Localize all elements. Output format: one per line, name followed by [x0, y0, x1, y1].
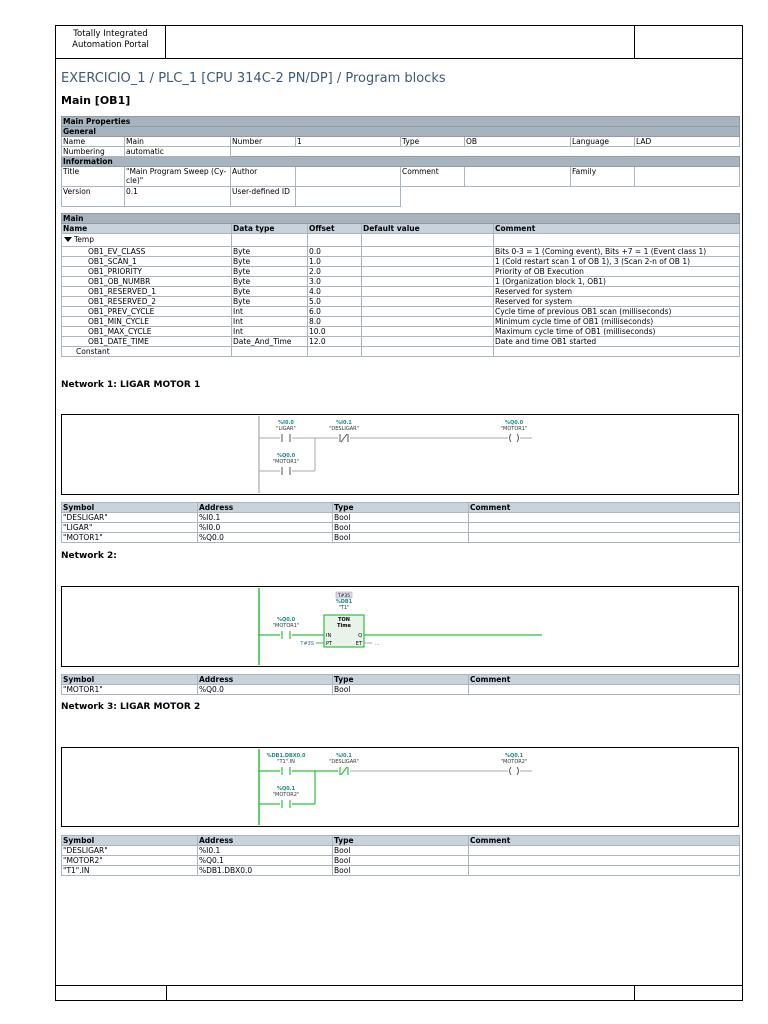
coil-motor1[interactable] [501, 420, 528, 442]
prop-label: Language [571, 137, 635, 147]
prop-value: LAD [635, 137, 740, 147]
network-1-symbols [61, 502, 740, 543]
var-offset: 12.0 [308, 337, 362, 347]
pin-in: IN [326, 633, 332, 639]
pin-et: ET [355, 641, 362, 647]
interface-row [62, 267, 740, 277]
var-default [362, 277, 494, 287]
var-default [362, 257, 494, 267]
network-2-title: Network 2: [61, 551, 117, 561]
prop-label: Comment [401, 167, 465, 187]
var-default [362, 327, 494, 337]
var-type: Byte [232, 297, 308, 307]
var-name: OB1_RESERVED_1 [62, 287, 232, 297]
prop-value [465, 167, 571, 187]
var-type: Int [232, 317, 308, 327]
symbol-name: "DESLIGAR" [62, 846, 198, 856]
prop-label: Number [231, 137, 296, 147]
contact-symbol: "DESLIGAR" [329, 759, 359, 765]
interface-row [62, 247, 740, 257]
contact-address: %I0.1 [336, 753, 352, 759]
interface-row [62, 287, 740, 297]
column-header: Symbol [62, 675, 198, 685]
symbol-address: %I0.1 [198, 846, 333, 856]
pin-q: Q [358, 633, 362, 639]
var-comment: Cycle time of previous OB1 scan (milliseconds) [494, 307, 740, 317]
var-type: Int [232, 327, 308, 337]
prop-label: Family [571, 167, 635, 187]
interface-table [61, 213, 740, 357]
prop-label: Title [62, 167, 125, 187]
var-comment: Maximum cycle time of OB1 (milliseconds) [494, 327, 740, 337]
properties-table [61, 116, 740, 207]
column-header: Type [333, 836, 469, 846]
network-3-symbols [61, 835, 740, 876]
contact-address: %I0.0 [278, 420, 294, 426]
prop-label: Type [401, 137, 465, 147]
var-type: Byte [232, 257, 308, 267]
pin-pt: PT [326, 641, 333, 647]
contact-t1-in[interactable] [266, 753, 306, 775]
column-header: Comment [469, 675, 740, 685]
column-header: Symbol [62, 836, 198, 846]
symbol-comment [469, 533, 740, 543]
column-header: Comment [469, 503, 740, 513]
interface-row [62, 277, 740, 287]
timer-instance-type: T#35 [337, 594, 351, 599]
var-name: OB1_SCAN_1 [62, 257, 232, 267]
page-title: EXERCICIO_1 / PLC_1 [CPU 314C-2 PN/DP] / Program blocks [61, 71, 446, 86]
coil-address: %Q0.0 [504, 420, 524, 426]
interface-row [62, 337, 740, 347]
var-offset: 10.0 [308, 327, 362, 337]
column-header: Address [198, 503, 333, 513]
network-3-diagram [61, 747, 739, 827]
var-comment: Priority of OB Execution [494, 267, 740, 277]
column-header: Comment [469, 836, 740, 846]
var-default [362, 317, 494, 327]
contact-desligar[interactable] [329, 753, 359, 775]
network-2-symbols [61, 674, 740, 695]
symbol-row [62, 856, 740, 866]
symbol-address: %DB1.DBX0.0 [198, 866, 333, 876]
var-offset: 6.0 [308, 307, 362, 317]
var-offset: 5.0 [308, 297, 362, 307]
section-main-properties: Main Properties [62, 117, 740, 127]
column-header: Symbol [62, 503, 198, 513]
symbol-row [62, 533, 740, 543]
contact-symbol: "MOTOR1" [272, 623, 300, 629]
symbol-comment [469, 856, 740, 866]
var-default [362, 247, 494, 257]
symbol-type: Bool [333, 856, 469, 866]
contact-motor1[interactable] [273, 617, 300, 639]
prop-label: User-defined ID [231, 187, 296, 207]
temp-label: Temp [74, 235, 94, 244]
prop-label: Name [62, 137, 125, 147]
prop-value: "Main Program Sweep (Cy-cle)" [125, 167, 231, 187]
var-name: OB1_EV_CLASS [62, 247, 232, 257]
section-information: Information [62, 157, 740, 167]
column-header: Data type [232, 224, 308, 234]
var-name: OB1_OB_NUMBR [62, 277, 232, 287]
column-header: Address [198, 836, 333, 846]
network-1-diagram [61, 414, 739, 495]
var-default [362, 297, 494, 307]
column-header: Default value [362, 224, 494, 234]
timer-instance-symbol: "T1" [338, 605, 350, 611]
contact-desligar[interactable] [329, 420, 359, 442]
var-comment: Date and time OB1 started [494, 337, 740, 347]
var-default [362, 307, 494, 317]
contact-address: %Q0.1 [276, 786, 296, 792]
var-comment: Reserved for system [494, 287, 740, 297]
ton-timer-block[interactable] [299, 592, 380, 647]
network-1-title: Network 1: LIGAR MOTOR 1 [61, 380, 201, 390]
symbol-comment [469, 513, 740, 523]
temp-section-row[interactable] [62, 234, 232, 247]
symbol-address: %Q0.1 [198, 856, 333, 866]
symbol-comment [469, 523, 740, 533]
coil-address: %Q0.1 [504, 753, 524, 759]
symbol-row [62, 866, 740, 876]
interface-row [62, 327, 740, 337]
timer-instance-address: %DB1 [335, 599, 353, 605]
coil-symbol: "MOTOR1" [500, 426, 528, 432]
network-2-diagram [61, 586, 739, 667]
symbol-type: Bool [333, 846, 469, 856]
var-comment: 1 (Organization block 1, OB1) [494, 277, 740, 287]
interface-row [62, 257, 740, 267]
var-name: OB1_RESERVED_2 [62, 297, 232, 307]
var-offset: 3.0 [308, 277, 362, 287]
var-name: OB1_DATE_TIME [62, 337, 232, 347]
var-offset: 2.0 [308, 267, 362, 277]
var-type: Byte [232, 267, 308, 277]
prop-value [296, 167, 401, 187]
var-offset: 4.0 [308, 287, 362, 297]
symbol-type: Bool [333, 866, 469, 876]
var-type: Date_And_Time [232, 337, 308, 347]
symbol-row [62, 523, 740, 533]
var-default [362, 287, 494, 297]
symbol-name: "MOTOR1" [62, 533, 198, 543]
prop-value [635, 167, 740, 187]
column-header: Address [198, 675, 333, 685]
contact-ligar[interactable] [276, 420, 296, 442]
prop-label: Version [62, 187, 125, 207]
var-comment: Minimum cycle time of OB1 (milliseconds) [494, 317, 740, 327]
symbol-address: %Q0.0 [198, 533, 333, 543]
contact-address: %DB1.DBX0.0 [266, 753, 306, 759]
column-header: Type [333, 503, 469, 513]
coil-motor2[interactable] [501, 753, 528, 775]
symbol-name: "T1".IN [62, 866, 198, 876]
column-header: Comment [494, 224, 740, 234]
timer-data-type: Time [337, 623, 351, 629]
var-comment: Bits 0-3 = 1 (Coming event), Bits +7 = 1 (Event class 1) [494, 247, 740, 257]
contact-symbol: "LIGAR" [276, 426, 296, 432]
column-header: Offset [308, 224, 362, 234]
contact-motor1-parallel[interactable] [273, 453, 300, 475]
interface-row [62, 317, 740, 327]
contact-symbol: "DESLIGAR" [329, 426, 359, 432]
product-name: Totally Integrated Automation Portal [56, 26, 166, 58]
symbol-comment [469, 846, 740, 856]
page-header [55, 25, 743, 59]
var-type: Byte [232, 277, 308, 287]
symbol-address: %I0.1 [198, 513, 333, 523]
interface-row [62, 307, 740, 317]
var-comment: 1 (Cold restart scan 1 of OB 1), 3 (Scan 2-n of OB 1) [494, 257, 740, 267]
var-name: OB1_PRIORITY [62, 267, 232, 277]
contact-motor2-parallel[interactable] [273, 786, 300, 808]
symbol-comment [469, 866, 740, 876]
prop-value: 1 [296, 137, 401, 147]
prop-value [296, 187, 401, 207]
symbol-type: Bool [333, 523, 469, 533]
var-default [362, 267, 494, 277]
contact-address: %Q0.0 [276, 453, 296, 459]
block-name: Main [OB1] [61, 94, 131, 107]
coil-symbol: "MOTOR2" [500, 759, 528, 765]
contact-symbol: "MOTOR2" [272, 792, 300, 798]
symbol-comment [469, 685, 740, 695]
prop-label: Numbering [62, 147, 125, 157]
section-interface: Main [62, 214, 740, 224]
symbol-address: %I0.0 [198, 523, 333, 533]
column-header: Name [62, 224, 232, 234]
symbol-type: Bool [333, 513, 469, 523]
contact-symbol: "MOTOR1" [272, 459, 300, 465]
prop-value: 0.1 [125, 187, 231, 207]
symbol-name: "MOTOR2" [62, 856, 198, 866]
symbol-row [62, 846, 740, 856]
var-offset: 1.0 [308, 257, 362, 267]
interface-row [62, 297, 740, 307]
symbol-address: %Q0.0 [198, 685, 333, 695]
contact-address: %I0.1 [336, 420, 352, 426]
var-type: Byte [232, 247, 308, 257]
page-footer [55, 985, 743, 1001]
pt-value: T#3S [300, 641, 314, 647]
var-comment: Reserved for system [494, 297, 740, 307]
contact-address: %Q0.0 [276, 617, 296, 623]
symbol-name: "MOTOR1" [62, 685, 198, 695]
constant-label: Constant [62, 347, 232, 357]
var-type: Byte [232, 287, 308, 297]
symbol-type: Bool [333, 533, 469, 543]
prop-label: Author [231, 167, 296, 187]
collapse-triangle-icon[interactable] [64, 237, 72, 242]
prop-value: automatic [125, 147, 231, 157]
symbol-name: "DESLIGAR" [62, 513, 198, 523]
var-name: OB1_PREV_CYCLE [62, 307, 232, 317]
symbol-name: "LIGAR" [62, 523, 198, 533]
var-default [362, 337, 494, 347]
prop-value: OB [465, 137, 571, 147]
symbol-row [62, 685, 740, 695]
var-type: Int [232, 307, 308, 317]
contact-symbol: "T1".IN [277, 759, 295, 765]
timer-type: TON [338, 617, 350, 623]
et-value: ... [375, 641, 380, 647]
var-offset: 0.0 [308, 247, 362, 257]
section-general: General [62, 127, 740, 137]
symbol-row [62, 513, 740, 523]
var-offset: 8.0 [308, 317, 362, 327]
var-name: OB1_MAX_CYCLE [62, 327, 232, 337]
symbol-type: Bool [333, 685, 469, 695]
column-header: Type [333, 675, 469, 685]
var-name: OB1_MIN_CYCLE [62, 317, 232, 327]
prop-value: Main [125, 137, 231, 147]
network-3-title: Network 3: LIGAR MOTOR 2 [61, 702, 201, 712]
